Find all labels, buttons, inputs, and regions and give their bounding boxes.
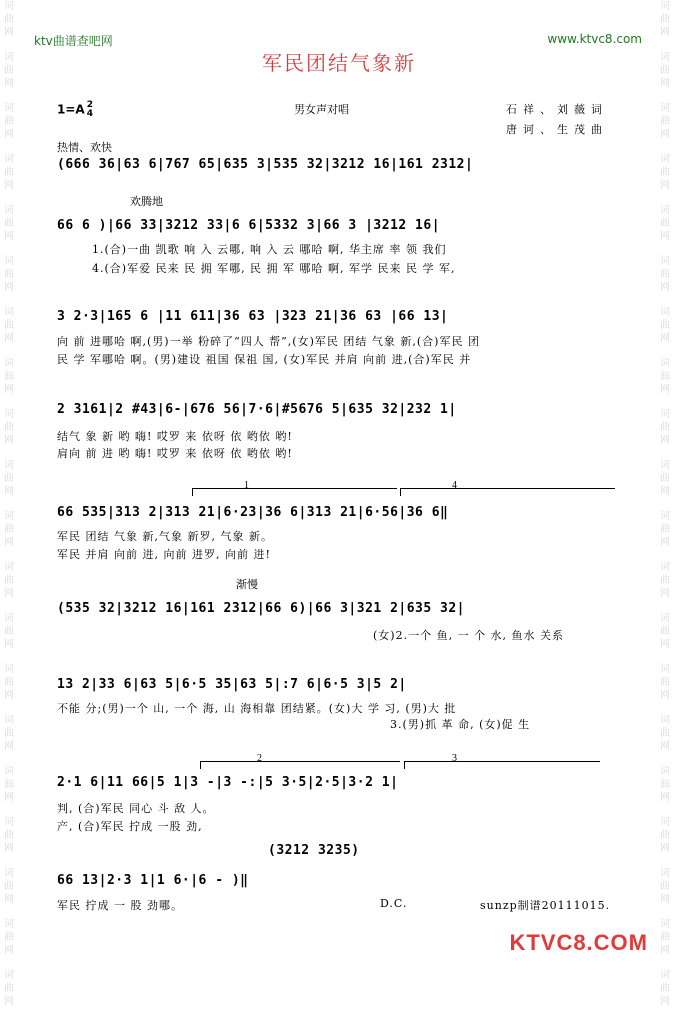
volta-bracket-4 (400, 488, 615, 489)
notation-line-6: (535 32|3212 16|161 2312|66 6)|66 3|321 2|635 32| (57, 601, 466, 616)
lyric-line-2b: 4.(合)军爱 民来 民 拥 军哪, 民 拥 军 哪哈 啊, 军学 民来 民 学 军, (92, 262, 456, 275)
tempo-marking: 热情、欢快 (57, 141, 112, 154)
key-text: 1=A (57, 102, 85, 117)
lyric-line-3a: 向 前 进哪哈 啊,(男)一举 粉碎了“四人 帮”,(女)军民 团结 气象 新,(合)军民 团 (57, 335, 480, 348)
notation-line-8: 2·1 6|11 66|5 1|3 -|3 -:|5 3·5|2·5|3·2 1| (57, 775, 399, 790)
site-name-left[interactable]: ktv曲谱查吧网 (34, 34, 113, 48)
lyric-line-5a: 军民 团结 气象 新,气象 新罗, 气象 新。 (57, 530, 273, 543)
lyric-line-9a: 军民 拧成 一 股 劲哪。 (57, 899, 183, 912)
key-signature (57, 101, 93, 119)
notation-line-9: 66 13|2·3 1|1 6·|6 - )‖ (57, 873, 249, 888)
lyric-line-4b: 肩向 前 进 哟 嗨! 哎罗 来 依呀 依 哟依 哟! (57, 447, 293, 460)
time-bottom: 4 (86, 109, 93, 119)
composer-credit: 唐诃、生茂曲 (506, 123, 608, 136)
transcriber-credit: sunzp制谱20111015. (480, 899, 611, 912)
notation-line-2: 66 6 )|66 33|3212 33|6 6|5332 3|66 3 |3212 16| (57, 218, 441, 233)
volta-number-1: 1 (244, 480, 249, 491)
lyricist-credit: 石祥、刘薇词 (506, 103, 608, 116)
site-url-right[interactable]: www.ktvc8.com (547, 32, 642, 46)
expression-marker: 渐慢 (236, 578, 258, 591)
expression-marker: 欢腾地 (130, 195, 163, 208)
lyric-line-8b: 产, (合)军民 拧成 一股 劲, (57, 820, 203, 833)
notation-line-4: 2 3161|2 #43|6-|676 56|7·6|#5676 5|635 32|232 1| (57, 402, 457, 417)
voice-type: 男女声对唱 (294, 103, 349, 116)
lyric-line-3b: 民 学 军哪哈 啊。(男)建设 祖国 保祖 国, (女)军民 并肩 向前 进,(合)军民 并 (57, 353, 472, 366)
notation-line-5: 66 535|313 2|313 21|6·23|36 6|313 21|6·56|36 6‖ (57, 505, 449, 520)
volta-bracket-3 (404, 761, 600, 762)
volta-number-3: 3 (452, 753, 457, 764)
volta-bracket-2 (200, 761, 400, 762)
lyric-line-2a: 1.(合)一曲 凯歌 响 入 云哪, 响 入 云 哪哈 啊, 华主席 率 领 我们 (92, 243, 447, 256)
volta-tick (200, 761, 201, 769)
notation-line-7: 13 2|33 6|63 5|6·5 35|63 5|:7 6|6·5 3|5 2| (57, 677, 407, 692)
watermark-right: 词曲网 词曲网 词曲网 词曲网 词曲网 词曲网 词曲网 词曲网 词曲网 词曲网 词曲网 词曲网 词曲网 词曲网 词曲网 词曲网 词曲网 词曲网 词曲网 词曲网 (660, 1, 670, 1007)
lyric-line-7b: 3.(男)抓 革 命, (女)促 生 (390, 718, 531, 731)
volta-tick (400, 488, 401, 496)
volta-bracket-1 (192, 488, 397, 489)
lyric-line-8a: 判, (合)军民 同心 斗 敌 人。 (57, 802, 215, 815)
notation-line-1: (666 36|63 6|767 65|635 3|535 32|3212 16|161 2312| (57, 157, 474, 172)
volta-number-4: 4 (452, 480, 457, 491)
time-top: 2 (86, 100, 93, 110)
da-capo: D.C. (380, 897, 408, 910)
volta-tick (192, 488, 193, 496)
watermark-left: 词曲网 词曲网 词曲网 词曲网 词曲网 词曲网 词曲网 词曲网 词曲网 词曲网 词曲网 词曲网 词曲网 词曲网 词曲网 词曲网 词曲网 词曲网 词曲网 词曲网 (4, 1, 14, 1007)
time-signature (87, 101, 93, 119)
song-title: 军民团结气象新 (262, 51, 416, 75)
lyric-line-6a: (女)2.一个 鱼, 一 个 水, 鱼水 关系 (373, 629, 565, 642)
lyric-line-5b: 军民 并肩 向前 进, 向前 进罗, 向前 进! (57, 548, 271, 561)
lyric-line-4a: 结气 象 新 哟 嗨! 哎罗 来 依呀 依 哟依 哟! (57, 430, 293, 443)
interlude-notation: (3212 3235) (268, 843, 360, 858)
site-logo[interactable]: KTVC8.COM (509, 930, 648, 955)
volta-number-2: 2 (257, 753, 262, 764)
notation-line-3: 3 2·3|165 6 |11 611|36 63 |323 21|36 63 |66 13| (57, 309, 449, 324)
volta-tick (404, 761, 405, 769)
lyric-line-7a: 不能 分;(男)一个 山, 一个 海, 山 海相靠 团结紧。(女)大 学 习, (男)大 批 (57, 702, 457, 715)
